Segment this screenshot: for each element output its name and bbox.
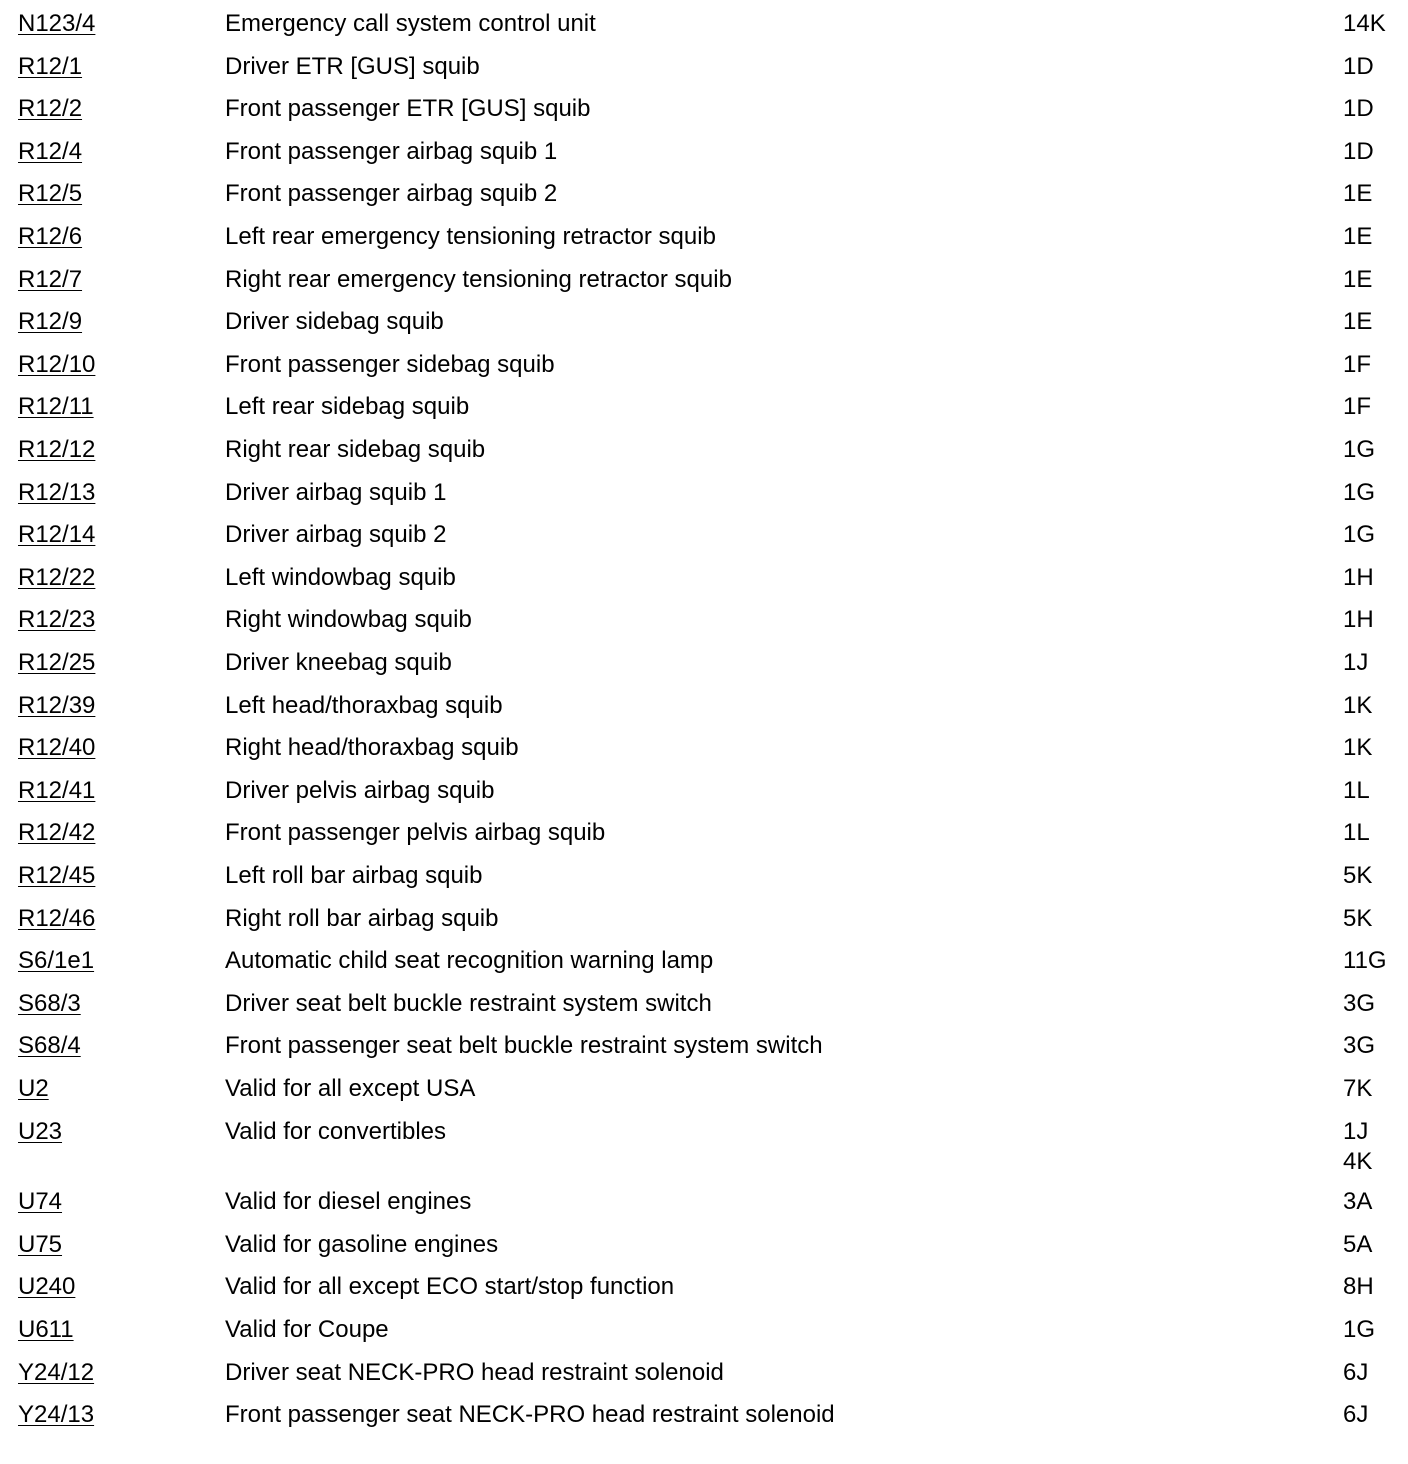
component-code-link[interactable]: R12/22 [18,563,96,591]
grid-location [1343,903,1372,935]
component-description: Left windowbag squib [225,563,456,591]
grid-location [1343,945,1387,977]
grid-location-value: 3G [1343,1032,1376,1060]
grid-location-value: 5A [1343,1230,1373,1258]
grid-location [1343,221,1372,253]
component-code-link[interactable]: U23 [18,1117,63,1145]
grid-location-value: 6J [1343,1401,1369,1429]
grid-location [1343,93,1374,125]
grid-location [1343,1229,1372,1261]
component-code-link[interactable]: U2 [18,1075,49,1102]
grid-location [1343,1357,1368,1389]
component-description: Valid for diesel engines [225,1188,472,1216]
grid-location [1343,562,1374,594]
component-code-link[interactable]: R12/10 [18,350,96,378]
component-description: Right rear sidebag squib [225,436,486,463]
grid-location [1343,1399,1368,1431]
grid-location-value: 1E [1343,265,1373,293]
component-description: Left rear sidebag squib [225,393,470,421]
component-code-link[interactable]: S68/4 [18,1032,81,1060]
component-description: Left roll bar airbag squib [225,862,483,889]
grid-location-value: 1H [1343,606,1374,634]
grid-location [1343,8,1386,40]
grid-location [1343,477,1375,509]
grid-location-value: 1H [1343,563,1374,591]
component-code-link[interactable]: R12/6 [18,223,83,250]
component-code-link[interactable]: R12/41 [18,776,96,804]
component-code-link[interactable]: R12/7 [18,265,83,293]
component-description: Driver seat belt buckle restraint system switch [225,989,712,1017]
component-code-link[interactable]: R12/45 [18,862,96,889]
grid-location [1343,988,1375,1020]
component-description: Valid for convertibles [225,1117,446,1145]
grid-location-value: 14K [1343,10,1386,37]
grid-location [1343,51,1374,83]
grid-location [1343,1271,1374,1303]
component-description: Valid for Coupe [225,1316,389,1343]
grid-location [1343,1314,1375,1346]
component-description: Driver seat NECK-PRO head restraint solenoid [225,1358,724,1386]
grid-location-value: 5K [1343,862,1373,889]
component-code-link[interactable]: R12/39 [18,691,96,719]
grid-location-value: 1E [1343,180,1373,208]
component-description: Right windowbag squib [225,606,472,634]
component-code-link[interactable]: R12/2 [18,95,83,123]
component-code-link[interactable]: R12/42 [18,819,96,847]
grid-location-value: 1G [1343,521,1376,549]
component-description: Valid for all except ECO start/stop function [225,1273,675,1301]
component-code-link[interactable]: U611 [18,1316,74,1343]
grid-location-value: 7K [1343,1075,1373,1102]
component-code-link[interactable]: R12/1 [18,52,83,80]
grid-location-value: 3A [1343,1188,1373,1216]
grid-location [1343,434,1375,466]
component-code-link[interactable]: Y24/13 [18,1401,95,1429]
component-code-link[interactable]: R12/9 [18,308,83,336]
grid-location [1343,349,1371,381]
component-code-link[interactable]: Y24/12 [18,1358,95,1386]
grid-location-value: 1K [1343,691,1373,719]
grid-location-value: 1F [1343,350,1372,378]
component-description: Valid for gasoline engines [225,1230,499,1258]
component-description: Valid for all except USA [225,1075,476,1102]
component-description: Driver airbag squib 1 [225,478,447,506]
component-description: Front passenger seat belt buckle restraint system switch [225,1032,823,1060]
component-code-link[interactable]: R12/25 [18,649,96,676]
grid-location [1343,264,1372,296]
grid-location-value: 1J [1343,1117,1369,1145]
component-code-link[interactable]: R12/4 [18,137,83,165]
component-description: Front passenger sidebag squib [225,350,555,378]
grid-location [1343,178,1372,210]
grid-location [1343,391,1371,423]
grid-location [1343,647,1368,679]
component-code-link[interactable]: R12/23 [18,606,96,634]
component-description: Driver pelvis airbag squib [225,776,495,804]
component-code-link[interactable]: R12/14 [18,521,96,549]
component-description: Left head/thoraxbag squib [225,691,503,719]
grid-location [1343,860,1372,892]
grid-location-value: 8H [1343,1273,1374,1301]
grid-location [1343,732,1372,764]
grid-location [1343,1116,1372,1176]
grid-location-value: 1L [1343,776,1370,804]
component-code-link[interactable]: N123/4 [18,10,96,37]
component-code-link[interactable]: S6/1e1 [18,947,95,975]
component-description: Right rear emergency tensioning retractor squib [225,265,732,293]
component-code-link[interactable]: R12/12 [18,436,96,463]
component-description: Driver airbag squib 2 [225,521,447,549]
component-description: Right roll bar airbag squib [225,904,499,932]
grid-location [1343,519,1375,551]
grid-location-value: 1G [1343,436,1376,463]
component-code-link[interactable]: R12/5 [18,180,83,208]
grid-location-value: 1G [1343,1316,1376,1343]
component-code-link[interactable]: R12/46 [18,904,96,932]
component-code-link[interactable]: U74 [18,1188,63,1216]
component-description: Front passenger ETR [GUS] squib [225,95,591,123]
component-code-link[interactable]: U240 [18,1273,76,1301]
grid-location-value: 5K [1343,904,1373,932]
component-description: Emergency call system control unit [225,10,596,37]
grid-location [1343,775,1370,807]
grid-location-value: 1D [1343,137,1374,165]
component-description: Right head/thoraxbag squib [225,734,519,762]
grid-location [1343,1030,1375,1062]
grid-location-value: 1F [1343,393,1372,421]
grid-location-value: 1E [1343,223,1373,250]
grid-location-value: 1D [1343,95,1374,123]
grid-location-value: 1J [1343,649,1369,676]
component-code-link[interactable]: R12/13 [18,478,96,506]
component-description: Automatic child seat recognition warning lamp [225,947,714,975]
grid-location [1343,1186,1372,1218]
component-description: Left rear emergency tensioning retractor squib [225,223,716,250]
grid-location-value: 3G [1343,989,1376,1017]
component-description: Front passenger airbag squib 2 [225,180,558,208]
grid-location-value: 4K [1343,1147,1373,1175]
grid-location-value: 6J [1343,1358,1369,1386]
component-description: Driver ETR [GUS] squib [225,52,480,80]
grid-location [1343,136,1374,168]
component-description: Front passenger pelvis airbag squib [225,819,606,847]
grid-location [1343,306,1372,338]
grid-location-value: 11G [1343,947,1387,975]
component-description: Driver sidebag squib [225,308,444,336]
component-description: Front passenger airbag squib 1 [225,137,558,165]
grid-location [1343,1073,1372,1105]
grid-location-value: 1D [1343,52,1374,80]
component-description: Front passenger seat NECK-PRO head restraint solenoid [225,1401,835,1429]
grid-location [1343,690,1372,722]
grid-location-value: 1K [1343,734,1373,762]
grid-location-value: 1G [1343,478,1376,506]
component-description: Driver kneebag squib [225,649,452,676]
grid-location [1343,604,1374,636]
grid-location-value: 1L [1343,819,1370,847]
component-code-link[interactable]: U75 [18,1230,63,1258]
component-code-link[interactable]: R12/40 [18,734,96,762]
component-code-link[interactable]: S68/3 [18,989,81,1017]
grid-location-value: 1E [1343,308,1373,336]
component-code-link[interactable]: R12/11 [18,393,94,421]
grid-location [1343,817,1370,849]
